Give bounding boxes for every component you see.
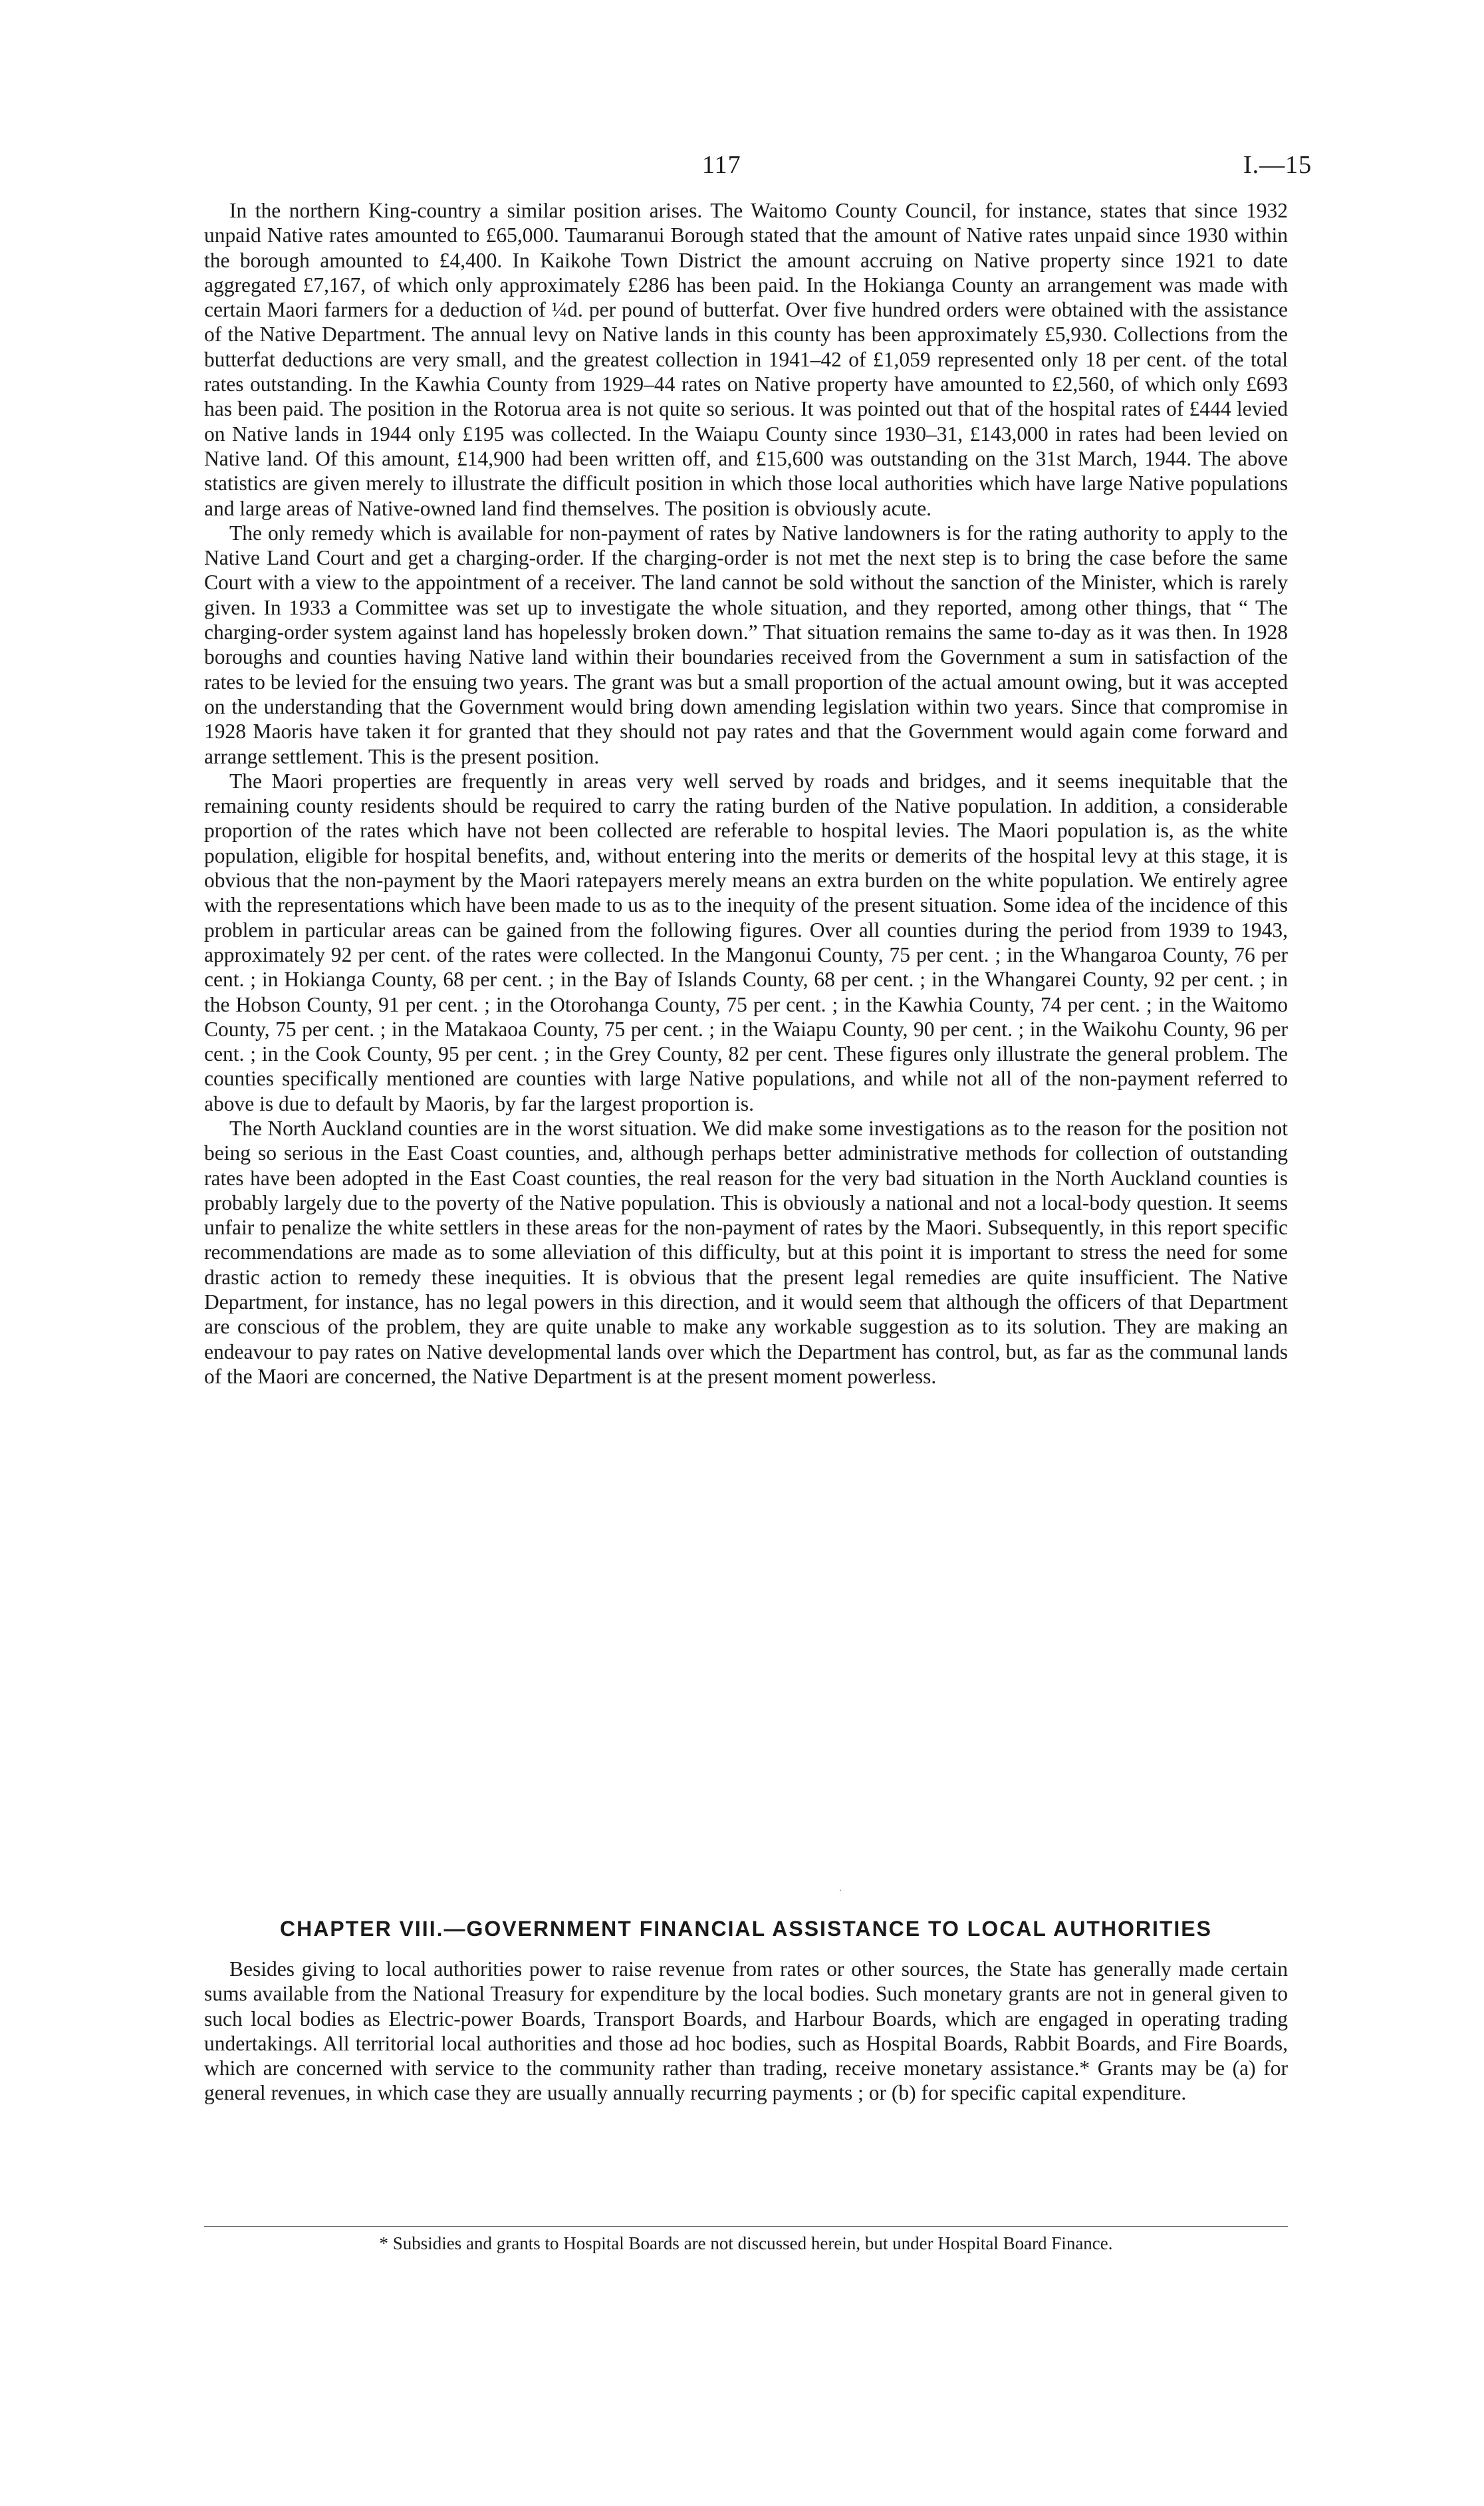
chapter-section — [204, 1915, 1288, 2106]
chapter-heading: CHAPTER VIII.—GOVERNMENT FINANCIAL ASSISTANCE TO LOCAL AUTHORITIES — [280, 1917, 1212, 1941]
page-header — [0, 150, 1484, 190]
page-number: 117 — [702, 151, 741, 179]
printer-mark: · — [839, 1886, 842, 1896]
footnote: * Subsidies and grants to Hospital Boards are not discussed herein, but under Hospital Board Finance. — [379, 2233, 1113, 2253]
paragraph: The North Auckland counties are in the worst situation. We did make some investigations as to the reason for the position not being so serious in the East Coast counties, and, although perhaps better administrative methods for collection of outstanding rates have been adopted in the East Coast counties, the real reason for the very bad situation in the North Auckland counties is probably largely due to the poverty of the Native population. This is obviously a national and not a local-body question. It seems unfair to penalize the white settlers in these areas for the non-payment of rates by the Maori. Subsequently, in this report specific recommendations are made as to some alleviation of this difficulty, but at this point it is important to stress the need for some drastic action to remedy these inequities. It is obvious that the present legal remedies are quite insufficient. The Native Department, for instance, has no legal powers in this direction, and it would seem that although the officers of that Department are conscious of the problem, they are quite unable to make any workable suggestion as to its solution. They are making an endeavour to pay rates on Native developmental lands over which the Department has control, but, as far as the communal lands of the Maori are concerned, the Native Department is at the present moment powerless. — [204, 1116, 1288, 1388]
paragraph: The only remedy which is available for non-payment of rates by Native landowners is for the rating authority to apply to the Native Land Court and get a charging-order. If the charging-order is not met the next step is to bring the case before the same Court with a view to the appointment of a receiver. The land cannot be sold without the sanction of the Minister, which is rarely given. In 1933 a Committee was set up to investigate the whole situation, and they reported, among other things, that “ The charging-order system against land has hopelessly broken down.” That situation remains the same to-day as it was then. In 1928 boroughs and counties having Native land within their boundaries received from the Government a sum in satisfaction of the rates to be levied for the ensuing two years. The grant was but a small proportion of the actual amount owing, but it was accepted on the understanding that the Government would bring down amending legislation within two years. Since that compromise in 1928 Maoris have taken it for granted that they should not pay rates and that the Government would again come forward and arrange settlement. This is the present position. — [204, 521, 1288, 768]
chapter-paragraph: Besides giving to local authorities power to raise revenue from rates or other sources, the State has generally made certain sums available from the National Treasury for expenditure by the local bodies. Such monetary grants are not in general given to such local bodies as Electric-power Boards, Transport Boards, and Harbour Boards, which are engaged in operating trading undertakings. All territorial local authorities and those ad hoc bodies, such as Hospital Boards, Rabbit Boards, and Fire Boards, which are concerned with service to the community rather than trading, receive monetary assistance.* Grants may be (a) for general revenues, in which case they are usually annually recurring payments ; or (b) for specific capital expenditure. — [204, 1957, 1288, 2105]
paragraph: In the northern King-country a similar position arises. The Waitomo County Council, for instance, states that since 1932 unpaid Native rates amounted to £65,000. Taumaranui Borough stated that the amount of Native rates unpaid since 1930 within the borough amounted to £4,400. In Kaikohe Town District the amount accruing on Native property since 1921 to date aggregated £7,167, of which only approximately £286 has been paid. In the Hokianga County an arrangement was made with certain Maori farmers for a deduction of ¼d. per pound of butterfat. Over five hundred orders were obtained with the assistance of the Native Department. The annual levy on Native lands in this county has been approximately £5,930. Collections from the butterfat deductions are very small, and the greatest collection in 1941–42 of £1,059 represented only 18 per cent. of the total rates outstanding. In the Kawhia County from 1929–44 rates on Native property have amounted to £2,560, of which only £693 has been paid. The position in the Rotorua area is not quite so serious. It was pointed out that of the hospital rates of £444 levied on Native lands in 1944 only £195 was collected. In the Waiapu County since 1930–31, £143,000 in rates had been levied on Native land. Of this amount, £14,900 had been written off, and £15,600 was outstanding on the 31st March, 1944. The above statistics are given merely to illustrate the difficult position in which those local authorities which have large Native populations and large areas of Native-owned land find themselves. The position is obviously acute. — [204, 199, 1288, 520]
paragraph: The Maori properties are frequently in areas very well served by roads and bridges, and it seems inequitable that the remaining county residents should be required to carry the rating burden of the Native population. In addition, a considerable proportion of the rates which have not been collected are referable to hospital levies. The Maori population is, as the white population, eligible for hospital benefits, and, without entering into the merits or demerits of the hospital levy at this stage, it is obvious that the non-payment by the Maori ratepayers merely means an extra burden on the white population. We entirely agree with the representations which have been made to us as to the inequity of the present situation. Some idea of the incidence of this problem in particular areas can be gained from the following figures. Over all counties during the period from 1939 to 1943, approximately 92 per cent. of the rates were collected. In the Mangonui County, 75 per cent. ; in the Whangaroa County, 76 per cent. ; in Hokianga County, 68 per cent. ; in the Bay of Islands County, 68 per cent. ; in the Whangarei County, 92 per cent. ; in the Hobson County, 91 per cent. ; in the Otorohanga County, 75 per cent. ; in the Kawhia County, 74 per cent. ; in the Waitomo County, 75 per cent. ; in the Matakaoa County, 75 per cent. ; in the Waiapu County, 90 per cent. ; in the Waikohu County, 96 per cent. ; in the Cook County, 95 per cent. ; in the Grey County, 82 per cent. These figures only illustrate the general problem. The counties specifically mentioned are counties with large Native populations, and while not all of the non-payment referred to above is due to default by Maoris, by far the largest proportion is. — [204, 769, 1288, 1115]
body-text — [204, 198, 1288, 1389]
document-reference: I.—15 — [1243, 151, 1312, 179]
footnote-divider — [204, 2226, 1288, 2227]
